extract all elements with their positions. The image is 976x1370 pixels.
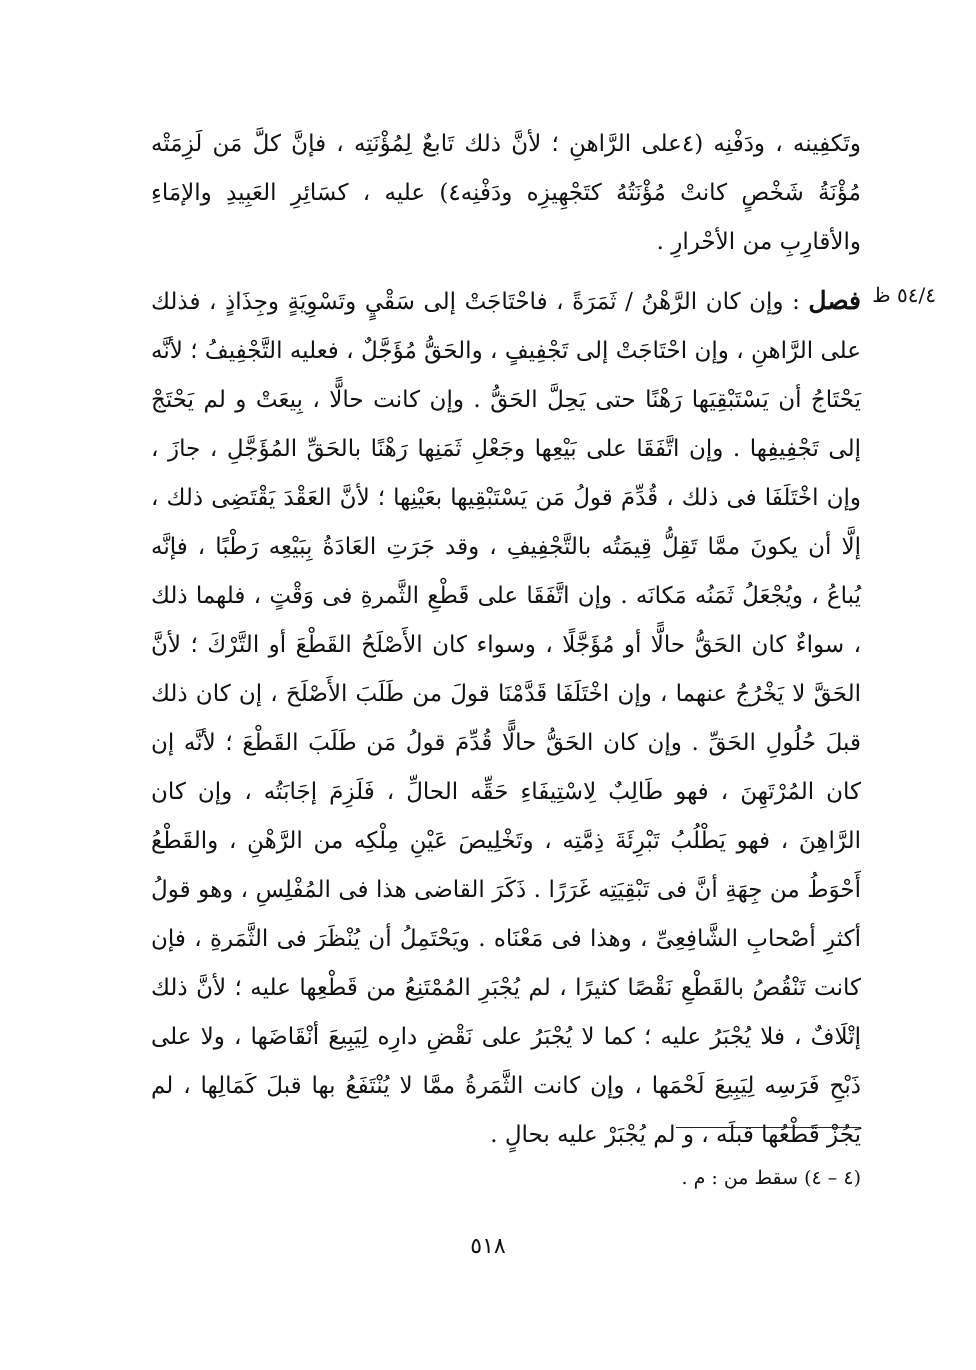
section-label: فصل: [808, 286, 861, 315]
page-number: ٥١٨: [470, 1234, 506, 1259]
paragraph-continuation: [151, 120, 861, 267]
section-paragraph: [151, 276, 861, 1160]
footnote: (٤ – ٤) سقط من : م .: [681, 1167, 861, 1189]
manuscript-folio-reference: ٥٤/٤ ظ: [872, 283, 936, 307]
paragraph-2-text: : وإن كان الرَّهْنُ / ثَمَرَةً ، فاحْتَاجَتْ إلى سَقْيٍ وتَسْوِيَةٍ وجِذَاذٍ ، فذلك على الرَّاهنِ ، وإن احْتَاجَتْ إلى تَجْفِيفٍ ، والحَقُّ مُؤَجَّلٌ ، فعليه التَّجْفِيفُ ؛ لأنَّه يَحْتَاجُ أن يَسْتَبْقِيَها رَهْنًا حتى يَحِلَّ الحَقُّ . وإن كانت حالًّا ، بِيعَتْ و لم يَحْتَجْ إلى تَجْفِيفِها . وإن اتَّفَقَا على بَيْعِها وجَعْلِ ثَمَنِها رَهْنًا بالحَقِّ المُؤَجَّلِ ، جازَ ، وإن اخْتَلَفَا فى ذلك ، قُدِّمَ قولُ مَن يَسْتَبْقِيها بعَيْنِها ؛ لأنَّ العَقْدَ يَقْتَضِى ذلك ، إلَّا أن يكونَ ممَّا تَقِلُّ قِيمَتُه بالتَّجْفِيفِ ، وقد جَرَتِ العَادَةُ بِبَيْعِه رَطْبًا ، فإنَّه يُباعُ ، ويُجْعَلُ ثَمَنُه مَكانَه . وإن اتَّفَقَا على قَطْعِ الثَّمرةِ فى وَقْتٍ ، فلهما ذلك ، سواءٌ كان الحَقُّ حالًّا أو مُؤَجَّلًا ، وسواء كان الأَصْلَحُ القَطْعَ أو التَّرْكَ ؛ لأنَّ الحَقَّ لا يَخْرُجُ عنهما ، وإن اخْتَلَفَا قَدَّمْنَا قولَ من طَلَبَ الأَصْلَحَ ، إن كان ذلك قبلَ حُلُولِ الحَقِّ . وإن كان الحَقُّ حالًّا قُدِّمَ قولُ مَن طَلَبَ القَطْعَ ؛ لأنَّه إن كان المُرْتَهِنَ ، فهو طَالِبٌ لِاسْتِيفَاءِ حَقِّه الحالِّ ، فَلَزِمَ إجَابَتُه ، وإن كان الرَّاهِنَ ، فهو يَطْلُبُ تَبْرِئَةَ ذِمَّتِه ، وتَخْلِيصَ عَيْنِ مِلْكِه من الرَّهْنِ ، والقَطْعُ أَحْوَطُ من جِهَةِ أنَّ فى تَبْقِيَتِه غَرَرًا . ذَكَرَ القاضى هذا فى المُفْلِسِ ، وهو قولُ أكثرِ أصْحابِ الشَّافِعِىِّ ، وهذا فى مَعْنَاه . ويَحْتَمِلُ أن يُنْظَرَ فى الثَّمَرةِ ، فإن كانت تَنْقُصُ بالقَطْعِ نَقْصًا كثيرًا ، لم يُجْبَرِ المُمْتَنِعُ من قَطْعِها عليه ؛ لأنَّ ذلك إتْلَافٌ ، فلا يُجْبَرُ عليه ؛ كما لا يُجْبَرُ على نَقْضِ دارِه لِيَبِيعَ أنْقَاضَها ، ولا على ذَبْحِ فَرَسِه لِيَبِيعَ لَحْمَها ، وإن كانت الثَّمَرةُ ممَّا لا يُنْتَفَعُ بها قبلَ كَمَالِها ، لم يَجُزْ قَطْعُها قبلَه ، و لم يُجْبَرْ عليه بحالٍ .: [151, 289, 861, 1148]
footnote-separator: [676, 1127, 861, 1128]
paragraph-1-text: وتَكفِينه ، ودَفْنِه (٤على الرَّاهنِ ؛ لأنَّ ذلك تَابعٌ لِمُؤْنَتِه ، فإنَّ كلَّ مَن لَزِمَتْه مُؤْنَةُ شَخْصٍ كانتْ مُؤْنَتُهُ كتَجْهِيزِه ودَفْنِه٤) عليه ، كسَائِرِ العَبِيدِ والإمَاءِ والأقارِبِ من الأحْرارِ .: [151, 131, 861, 255]
